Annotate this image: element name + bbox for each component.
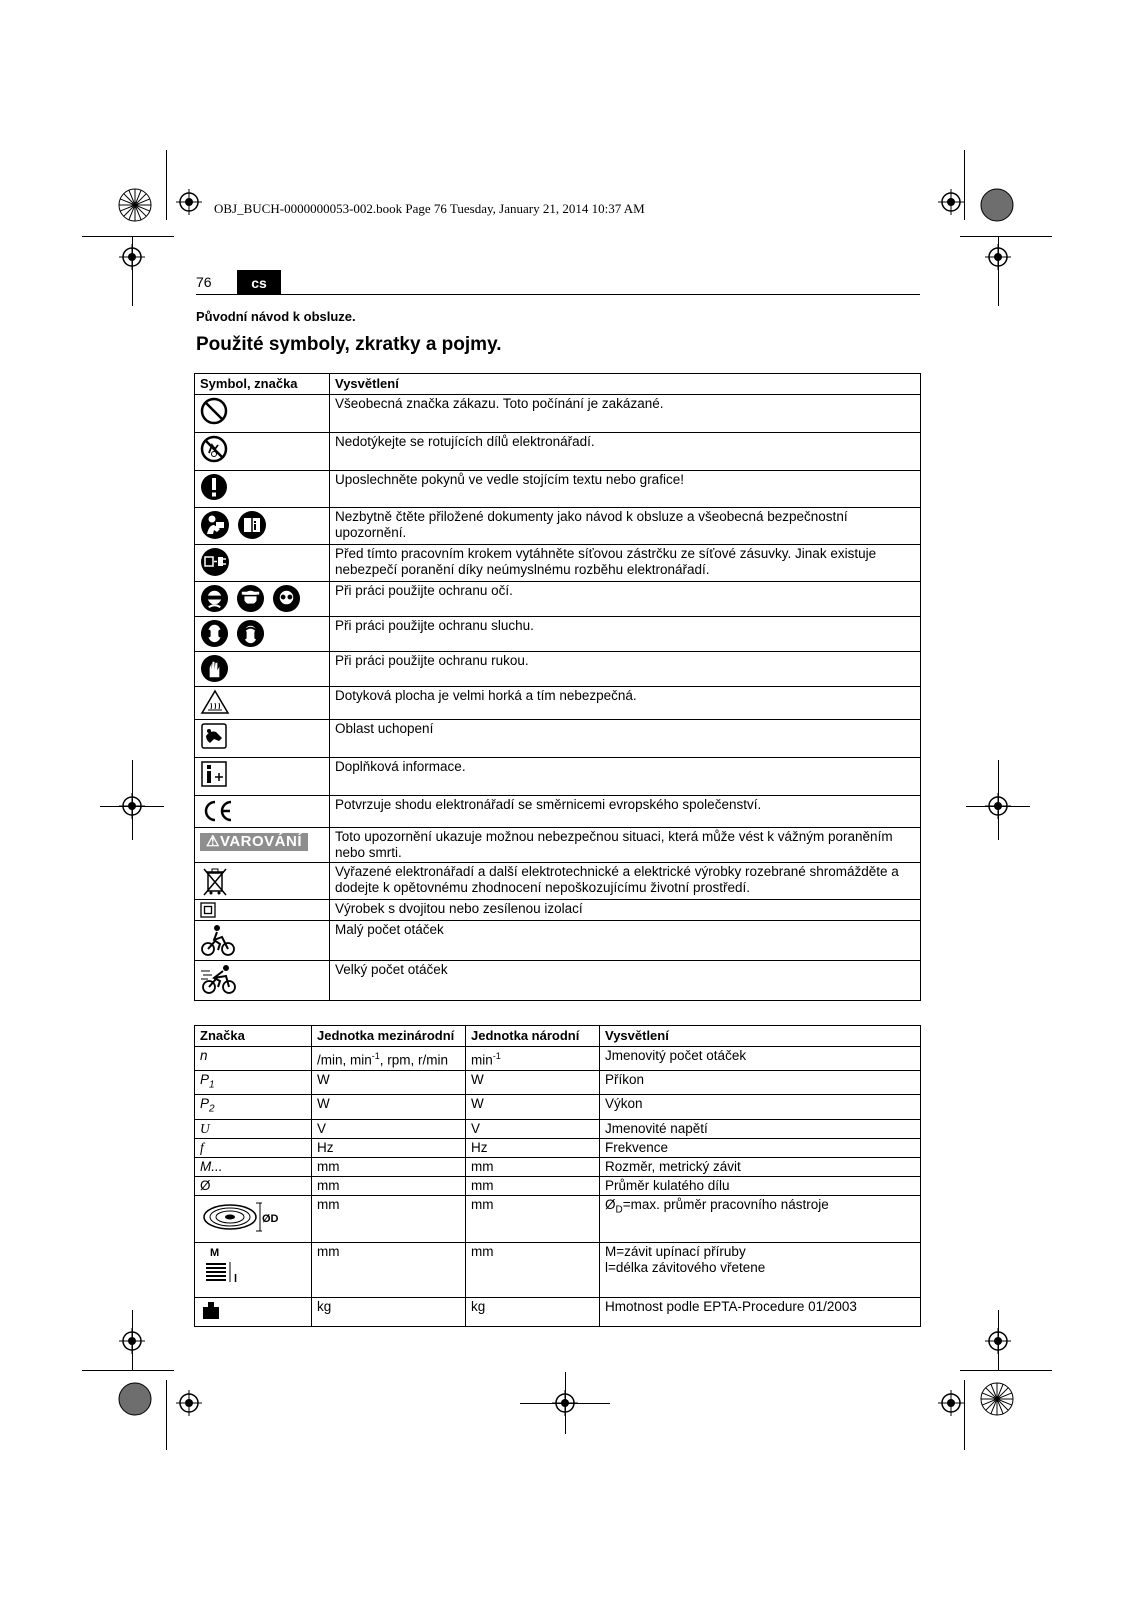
- high-speed-icon: [200, 963, 238, 995]
- explanation-cell: Při práci použijte ochranu očí.: [330, 582, 921, 617]
- intl-unit-cell: W: [312, 1095, 466, 1120]
- explanation-cell: Průměr kulatého dílu: [600, 1176, 921, 1195]
- svg-text:M: M: [210, 1246, 220, 1259]
- symbol-cell: [195, 652, 330, 687]
- table-row: [195, 796, 921, 828]
- hand-protection-icon: [200, 654, 229, 683]
- explanation-cell: Výrobek s dvojitou nebo zesílenou izolací: [330, 900, 921, 921]
- sign-cell: U: [195, 1119, 312, 1138]
- face-shield-icon: [236, 584, 265, 613]
- table-row: [195, 687, 921, 720]
- sign-cell: $P_1$: [195, 1070, 312, 1095]
- registration-mark-icon: [938, 189, 964, 215]
- natl-unit-cell: Hz: [466, 1138, 600, 1157]
- registration-mark-icon: [985, 793, 1011, 819]
- explanation-cell: Malý počet otáček: [330, 921, 921, 961]
- natl-unit-cell: mm: [466, 1242, 600, 1297]
- column-header: Symbol, značka: [195, 374, 330, 395]
- table-row: [195, 1138, 921, 1157]
- thread-dimensions-icon: [200, 1246, 250, 1290]
- registration-mark-icon: [119, 793, 145, 819]
- column-header: Jednotka národní: [466, 1026, 600, 1047]
- hot-surface-icon: [200, 689, 230, 715]
- sign-cell: Ø: [195, 1176, 312, 1195]
- symbol-cell: [195, 828, 330, 863]
- symbol-cell: [195, 617, 330, 652]
- explanation-cell: Příkon: [600, 1070, 921, 1095]
- explanation-cell: Všeobecná značka zákazu. Toto počínání je zakázané.: [330, 395, 921, 433]
- natl-unit-cell: mm: [466, 1195, 600, 1242]
- section-title: Použité symboly, zkratky a pojmy.: [196, 334, 502, 355]
- symbol-cell: [195, 508, 330, 545]
- natl-unit-cell: W: [466, 1070, 600, 1095]
- table-header-row: [195, 1026, 921, 1047]
- table-row: [195, 1095, 921, 1120]
- column-header: Jednotka mezinárodní: [312, 1026, 466, 1047]
- warning-label-text: VAROVÁNÍ: [219, 833, 303, 850]
- natl-unit-cell: kg: [466, 1297, 600, 1326]
- natl-unit-cell: V: [466, 1119, 600, 1138]
- read-manual-icon: [200, 510, 230, 540]
- book-info-line: OBJ_BUCH-0000000053-002.book Page 76 Tuesday, January 21, 2014 10:37 AM: [214, 201, 645, 216]
- table-row: [195, 395, 921, 433]
- symbol-cell: [195, 900, 330, 921]
- tool-diameter-icon: [200, 1199, 280, 1235]
- symbol-cell: [195, 687, 330, 720]
- header-rule: [196, 294, 920, 295]
- explanation-cell: Oblast uchopení: [330, 720, 921, 758]
- explanation-cell: Toto upozornění ukazuje možnou nebezpečnou situaci, která může vést k vážným poraněním nebo smrti.: [330, 828, 921, 863]
- eye-protection-icon: [200, 584, 229, 613]
- column-header: Vysvětlení: [600, 1026, 921, 1047]
- explanation-cell: Nezbytně čtěte přiložené dokumenty jako návod k obsluze a všeobecná bezpečnostní upozornění.: [330, 508, 921, 545]
- table-row: [195, 582, 921, 617]
- explanation-cell: Hmotnost podle EPTA-Procedure 01/2003: [600, 1297, 921, 1326]
- sign-text: n: [200, 1048, 208, 1063]
- sign-cell: [195, 1242, 312, 1297]
- svg-text:l: l: [234, 1272, 238, 1285]
- explanation-cell: Jmenovité napětí: [600, 1119, 921, 1138]
- weight-icon: [200, 1299, 222, 1321]
- gray-disc-mark-icon: [118, 1382, 152, 1416]
- symbols-table: [194, 373, 921, 1001]
- explanation-cell: Výkon: [600, 1095, 921, 1120]
- natl-unit-cell: mm: [466, 1176, 600, 1195]
- natl-unit-cell: $\min^{-1}$: [466, 1047, 600, 1071]
- column-header: Značka: [195, 1026, 312, 1047]
- starburst-mark-icon: [118, 188, 152, 222]
- units-table: [194, 1025, 921, 1327]
- registration-mark-icon: [176, 189, 202, 215]
- explanation-cell: $Ø_D=\max$. průměr pracovního nástroje: [600, 1195, 921, 1242]
- symbol-cell: [195, 582, 330, 617]
- symbol-cell: [195, 863, 330, 900]
- registration-mark-icon: [119, 244, 145, 270]
- prohibition-icon: [200, 397, 228, 425]
- intl-unit-cell: kg: [312, 1297, 466, 1326]
- symbol-cell: [195, 471, 330, 508]
- table-row: [195, 471, 921, 508]
- intl-unit-cell: Hz: [312, 1138, 466, 1157]
- explanation-cell: Při práci použijte ochranu sluchu.: [330, 617, 921, 652]
- symbol-cell: [195, 545, 330, 582]
- warning-triangle-icon: ⚠: [206, 833, 220, 850]
- gray-disc-mark-icon: [980, 188, 1014, 222]
- table-row: [195, 863, 921, 900]
- sign-cell: $P_2$: [195, 1095, 312, 1120]
- table-row: [195, 1195, 921, 1242]
- ear-muffs-icon: [236, 619, 265, 648]
- document-subtitle: Původní návod k obsluze.: [196, 309, 356, 324]
- starburst-mark-icon: [980, 1382, 1014, 1416]
- sign-cell: f: [195, 1138, 312, 1157]
- explanation-cell: Vyřazené elektronářadí a další elektrotechnické a elektrické výrobky rozebrané shromážděte a dodejte k opětovnému zhodnocení nepoškozujícímu životní prostředí.: [330, 863, 921, 900]
- unplug-icon: [200, 547, 230, 577]
- do-not-touch-rotating-icon: [200, 435, 228, 463]
- registration-mark-icon: [119, 1328, 145, 1354]
- page-number: 76: [196, 274, 212, 290]
- explanation-line: M=závit upínací příruby: [605, 1243, 746, 1259]
- book-icon: [237, 510, 267, 540]
- weee-bin-icon: [200, 865, 230, 897]
- explanation-cell: Rozměr, metrický závit: [600, 1157, 921, 1176]
- intl-unit-cell: mm: [312, 1242, 466, 1297]
- symbol-cell: [195, 758, 330, 796]
- table-row: [195, 1157, 921, 1176]
- column-header: Vysvětlení: [330, 374, 921, 395]
- symbol-cell: [195, 796, 330, 828]
- table-row: [195, 758, 921, 796]
- table-row: [195, 921, 921, 961]
- symbol-cell: [195, 720, 330, 758]
- sign-cell: M...: [195, 1157, 312, 1176]
- svg-text:ØD: ØD: [262, 1212, 279, 1225]
- symbol-cell: [195, 961, 330, 1001]
- explanation-cell: Frekvence: [600, 1138, 921, 1157]
- registration-mark-icon: [552, 1390, 578, 1416]
- explanation-cell: Jmenovitý počet otáček: [600, 1047, 921, 1071]
- explanation-line: l=délka závitového vřetene: [605, 1259, 766, 1275]
- explanation-cell: Nedotýkejte se rotujících dílů elektronářadí.: [330, 433, 921, 471]
- table-row: [195, 1119, 921, 1138]
- explanation-cell: Dotyková plocha je velmi horká a tím nebezpečná.: [330, 687, 921, 720]
- intl-unit-cell: mm: [312, 1195, 466, 1242]
- intl-unit-cell: /min, $\min^{-1}$, rpm, r/min: [312, 1047, 466, 1071]
- explanation-cell: Před tímto pracovním krokem vytáhněte síťovou zástrčku ze síťové zásuvky. Jinak existuje nebezpečí poranění díky neúmyslnému rozběhu elektronářadí.: [330, 545, 921, 582]
- intl-unit-cell: W: [312, 1070, 466, 1095]
- table-row: [195, 508, 921, 545]
- table-header-row: [195, 374, 921, 395]
- goggles-icon: [272, 584, 301, 613]
- sign-cell: [195, 1047, 312, 1071]
- table-row: [195, 545, 921, 582]
- registration-mark-icon: [985, 1328, 1011, 1354]
- table-row: [195, 1070, 921, 1095]
- registration-mark-icon: [985, 244, 1011, 270]
- language-tab: cs: [237, 270, 281, 294]
- sign-cell: [195, 1297, 312, 1326]
- table-row: [195, 720, 921, 758]
- table-row: [195, 652, 921, 687]
- explanation-cell: Potvrzuje shodu elektronářadí se směrnicemi evropského společenství.: [330, 796, 921, 828]
- natl-unit-cell: W: [466, 1095, 600, 1120]
- ear-protection-icon: [200, 619, 229, 648]
- table-row: [195, 1047, 921, 1071]
- symbol-cell: [195, 921, 330, 961]
- intl-unit-cell: V: [312, 1119, 466, 1138]
- explanation-cell: Doplňková informace.: [330, 758, 921, 796]
- intl-unit-cell: mm: [312, 1157, 466, 1176]
- sign-cell: [195, 1195, 312, 1242]
- table-row: [195, 1242, 921, 1297]
- table-row: [195, 828, 921, 863]
- natl-unit-cell: mm: [466, 1157, 600, 1176]
- registration-mark-icon: [938, 1390, 964, 1416]
- intl-unit-cell: mm: [312, 1176, 466, 1195]
- warning-label: [200, 833, 308, 851]
- explanation-cell: Při práci použijte ochranu rukou.: [330, 652, 921, 687]
- double-insulation-icon: [200, 902, 216, 918]
- table-row: [195, 961, 921, 1001]
- table-row: [195, 433, 921, 471]
- symbol-cell: [195, 433, 330, 471]
- table-row: [195, 900, 921, 921]
- symbol-cell: [195, 395, 330, 433]
- table-row: [195, 1297, 921, 1326]
- exclamation-icon: [200, 473, 228, 501]
- registration-mark-icon: [176, 1390, 202, 1416]
- explanation-cell: Uposlechněte pokynů ve vedle stojícím textu nebo grafice!: [330, 471, 921, 508]
- table-row: [195, 1176, 921, 1195]
- explanation-cell: Velký počet otáček: [330, 961, 921, 1001]
- explanation-cell: [600, 1242, 921, 1297]
- grip-area-icon: [200, 722, 228, 750]
- low-speed-icon: [200, 923, 236, 957]
- table-row: [195, 617, 921, 652]
- info-icon: [200, 760, 228, 788]
- ce-mark-icon: [200, 798, 234, 824]
